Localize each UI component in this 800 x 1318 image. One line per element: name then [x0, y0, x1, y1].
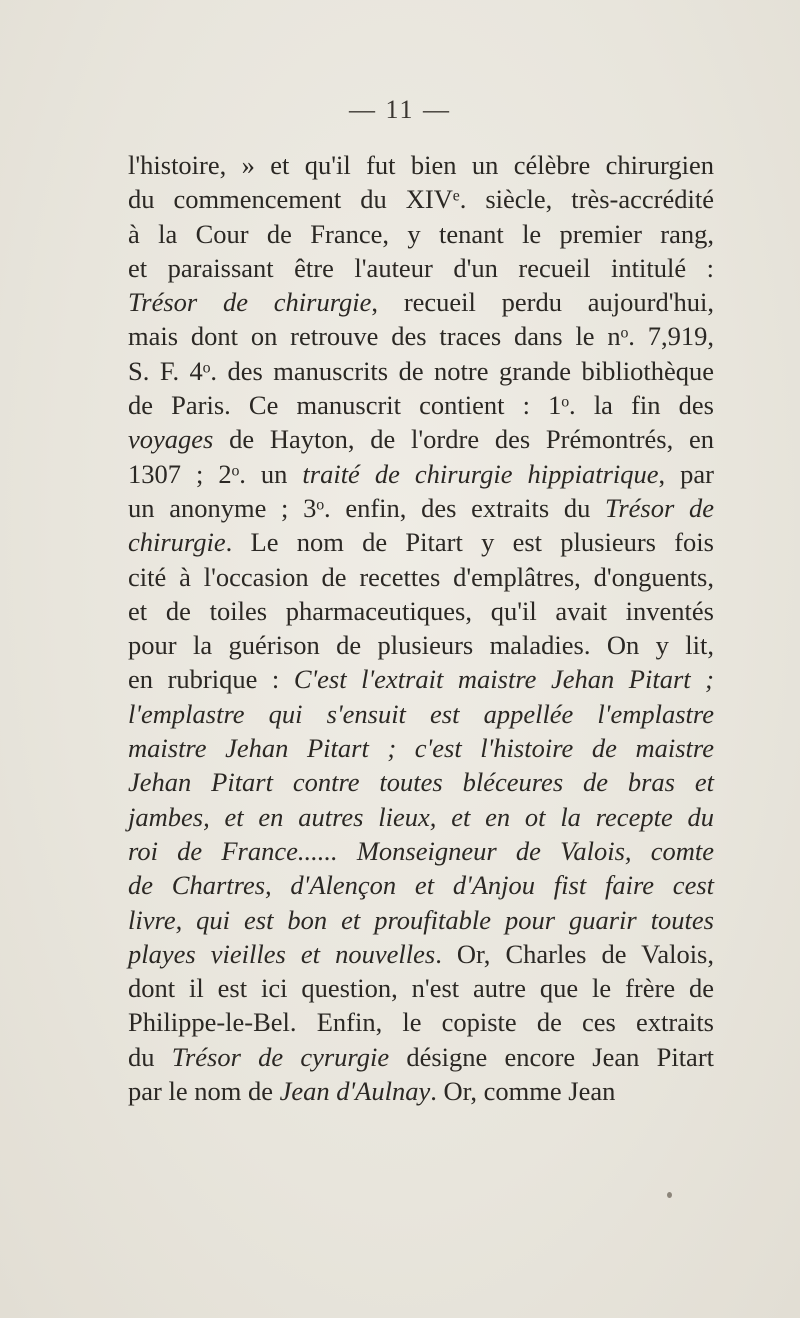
italic-text: Jean d'Aulnay [279, 1076, 431, 1107]
italic-text: playes vieilles et nouvelles [128, 938, 436, 969]
text-line [128, 422, 714, 456]
text-segment: du [128, 1041, 172, 1072]
italic-text: jambes, et en autres lieux, et en ot la recepte du [128, 801, 714, 832]
text-line [128, 491, 714, 525]
text-segment: cité à l'occasion de recettes d'emplâtres, d'onguents, [128, 561, 714, 592]
text-segment: de Hayton, de l'ordre des Prémontrés, en [213, 424, 714, 455]
text-line [128, 765, 714, 799]
text-segment: et paraissant être l'auteur d'un recueil intitulé : [128, 252, 714, 283]
italic-text: Trésor de cyrurgie [171, 1041, 390, 1072]
italic-text: Trésor de chirurgie [128, 287, 372, 318]
italic-text: roi de France...... Monseigneur de Valois, comte [128, 835, 714, 866]
italic-text: Jehan Pitart contre toutes bléceures de bras et [128, 767, 714, 798]
text-line [128, 868, 714, 902]
text-line [128, 937, 714, 971]
text-line [128, 251, 714, 285]
ink-speck [667, 1192, 672, 1198]
text-segment: mais dont on retrouve des traces dans le nᵒ. 7,919, [128, 321, 714, 352]
text-line [128, 285, 714, 319]
italic-text: livre, qui est bon et proufitable pour guarir toutes [128, 904, 714, 935]
text-line [128, 457, 714, 491]
text-line [128, 388, 714, 422]
text-segment: et de toiles pharmaceutiques, qu'il avait inventés [128, 595, 714, 626]
text-segment: désigne encore Jean Pitart [389, 1041, 715, 1072]
text-line [128, 834, 714, 868]
text-line [128, 628, 714, 662]
text-line [128, 1005, 714, 1039]
text-line [128, 319, 714, 353]
text-line [128, 182, 714, 216]
italic-text: C'est l'extrait maistre Jehan Pitart ; [293, 664, 715, 695]
italic-text: maistre Jehan Pitart ; c'est l'histoire de maistre [128, 733, 714, 764]
text-segment: S. F. 4ᵒ. des manuscrits de notre grande bibliothèque [128, 355, 714, 386]
text-segment: de Paris. Ce manuscrit contient : 1ᵒ. la fin des [128, 390, 714, 421]
text-segment: Philippe-le-Bel. Enfin, le copiste de ces extraits [128, 1007, 714, 1038]
text-segment: 1307 ; 2ᵒ. un [128, 458, 303, 489]
text-line [128, 903, 714, 937]
text-line [128, 1074, 714, 1108]
body-text [128, 148, 714, 1108]
text-segment: . Or, comme Jean [430, 1076, 616, 1107]
text-line [128, 594, 714, 628]
text-segment: du commencement du XIVᵉ. siècle, très-accrédité [128, 184, 714, 215]
text-segment: à la Cour de France, y tenant le premier rang, [128, 218, 714, 249]
italic-text: traité de chirurgie hippiatrique [302, 458, 659, 489]
text-line [128, 971, 714, 1005]
text-line [128, 662, 714, 696]
italic-text: voyages [128, 424, 214, 455]
text-line [128, 525, 714, 559]
text-line [128, 731, 714, 765]
text-segment: dont il est ici question, n'est autre que le frère de [128, 973, 714, 1004]
text-segment: l'histoire, » et qu'il fut bien un célèbre chirurgien [128, 150, 714, 180]
italic-text: de Chartres, d'Alençon et d'Anjou fist faire cest [128, 870, 714, 901]
italic-text: Trésor de [605, 492, 714, 523]
text-line [128, 697, 714, 731]
text-line [128, 560, 714, 594]
text-segment: . Le nom de Pitart y est plusieurs fois [225, 527, 714, 558]
text-segment: un anonyme ; 3ᵒ. enfin, des extraits du [128, 492, 606, 523]
text-segment: pour la guérison de plusieurs maladies. On y lit, [128, 630, 714, 661]
text-line [128, 800, 714, 834]
italic-text: chirurgie [128, 527, 226, 558]
text-segment: , recueil perdu aujourd'hui, [371, 287, 714, 318]
text-line [128, 217, 714, 251]
page-number: — 11 — [348, 95, 452, 124]
text-segment: en rubrique : [128, 664, 294, 695]
italic-text: l'emplastre qui s'ensuit est appellée l'emplastre [128, 698, 714, 729]
text-segment: par le nom de [128, 1076, 280, 1107]
text-line [128, 354, 714, 388]
text-segment: , par [658, 458, 715, 489]
text-line [128, 148, 714, 182]
text-segment: . Or, Charles de Valois, [435, 938, 714, 969]
text-line [128, 1040, 714, 1074]
